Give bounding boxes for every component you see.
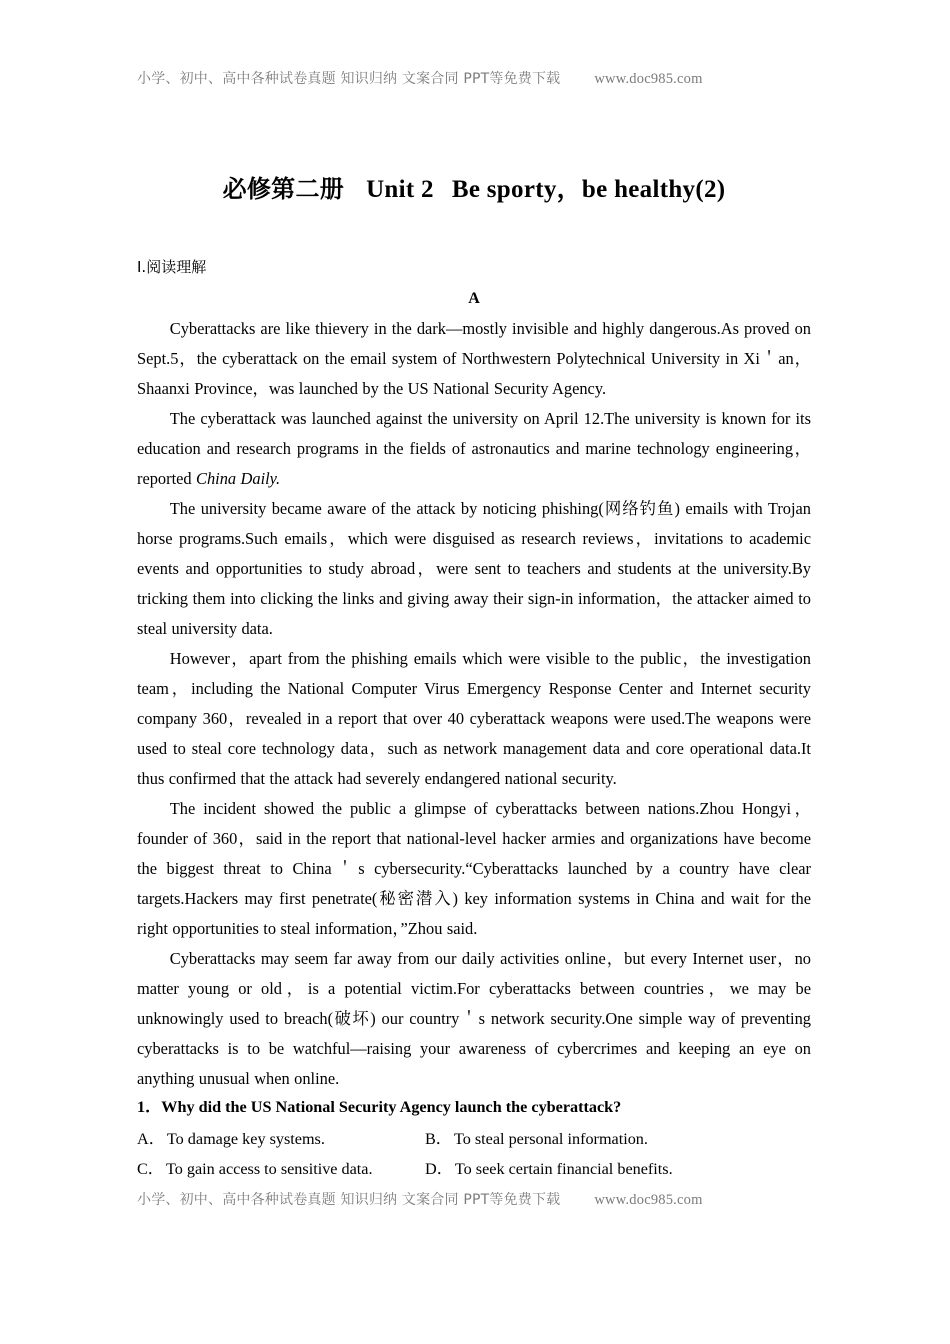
page-header-url: www.doc985.com: [594, 71, 703, 87]
option-b-key: B．: [425, 1130, 452, 1148]
passage-paragraph-5: The incident showed the public a glimpse of cyberattacks between nations.Zhou Hongyi，founder of 360，said in the report that national-level hacker armies and organizations have become the biggest threat to China＇s cybersecurity.“Cyberattacks launched by a country have clear targets.Hackers may first penetrate(秘密潜入) key information systems in China and wait for the right opportunities to steal information，”Zhou said.: [137, 799, 811, 938]
passage-citation: China Daily.: [196, 469, 281, 488]
question-1-text: Why did the US National Security Agency launch the cyberattack?: [161, 1098, 622, 1116]
page-footer-text: 小学、初中、高中各种试卷真题 知识归纳 文案合同 PPT等免费下载: [137, 1192, 561, 1208]
option-a[interactable]: [137, 1124, 425, 1154]
option-c[interactable]: [137, 1154, 425, 1184]
passage-paragraph-2: [137, 404, 811, 494]
passage-paragraph-4: However，apart from the phishing emails which were visible to the public，the investigation team，including the National Computer Virus Emergency Response Center and Internet security company 360，revealed in a report that over 40 cyberattack weapons were used.The weapons were used to steal core technology data，such as network management data and core operational data.It thus confirmed that the attack had severely endangered national security.: [137, 649, 811, 788]
option-a-key: A．: [137, 1130, 165, 1148]
option-row-2: [137, 1154, 811, 1184]
passage-paragraph-6: Cyberattacks may seem far away from our daily activities online，but every Internet user，no matter young or old，is a potential victim.For cyberattacks between countries，we may be unknowingly used to breach(破坏) our country＇s network security.One simple way of preventing cyberattacks is to be watchful—raising your awareness of cybercrimes and keeping an eye on anything unusual when online.: [137, 949, 811, 1088]
passage-paragraph-1: Cyberattacks are like thievery in the dark—mostly invisible and highly dangerous.As proved on Sept.5，the cyberattack on the email system of Northwestern Polytechnical University in Xi＇an，Shaanxi Province，was launched by the US National Security Agency.: [137, 319, 811, 398]
option-c-key: C．: [137, 1160, 164, 1178]
title-topic: Be sporty，be healthy(2): [451, 176, 726, 203]
option-d-text: To seek certain financial benefits.: [454, 1160, 673, 1178]
title-book: 必修第二册: [222, 175, 345, 203]
section-heading: [137, 256, 206, 279]
option-row-1: [137, 1124, 811, 1154]
page-title: [137, 172, 811, 207]
passage-label: A: [468, 290, 480, 307]
question-1-number: 1．: [137, 1098, 162, 1116]
reading-passage: [137, 286, 811, 1094]
page-header: [137, 69, 811, 89]
option-c-text: To gain access to sensitive data.: [165, 1160, 373, 1178]
question-1-options: [137, 1124, 811, 1184]
question-1: [137, 1094, 811, 1184]
option-b[interactable]: [425, 1124, 713, 1154]
title-unit: Unit 2: [366, 176, 434, 203]
page-footer-url: www.doc985.com: [594, 1192, 703, 1208]
option-a-text: To damage key systems.: [166, 1130, 325, 1148]
page-footer: [137, 1190, 811, 1210]
option-b-text: To steal personal information.: [453, 1130, 648, 1148]
option-d[interactable]: [425, 1154, 713, 1184]
option-d-key: D．: [425, 1160, 453, 1178]
passage-paragraph-2-text: The cyberattack was launched against the university on April 12.The university is known for its education and research programs in the fields of astronautics and marine technology engineering，reported: [137, 409, 811, 488]
page-header-text: 小学、初中、高中各种试卷真题 知识归纳 文案合同 PPT等免费下载: [137, 71, 561, 87]
passage-paragraph-3: The university became aware of the attack by noticing phishing(网络钓鱼) emails with Trojan horse programs.Such emails，which were disguised as research reviews，invitations to academic events and opportunities to study abroad，were sent to teachers and students at the university.By tricking them into clicking the links and giving away their sign-in information，the attacker aimed to steal university data.: [137, 499, 811, 638]
section-heading-label: Ⅰ.阅读理解: [137, 258, 207, 276]
question-1-stem: [137, 1094, 811, 1121]
